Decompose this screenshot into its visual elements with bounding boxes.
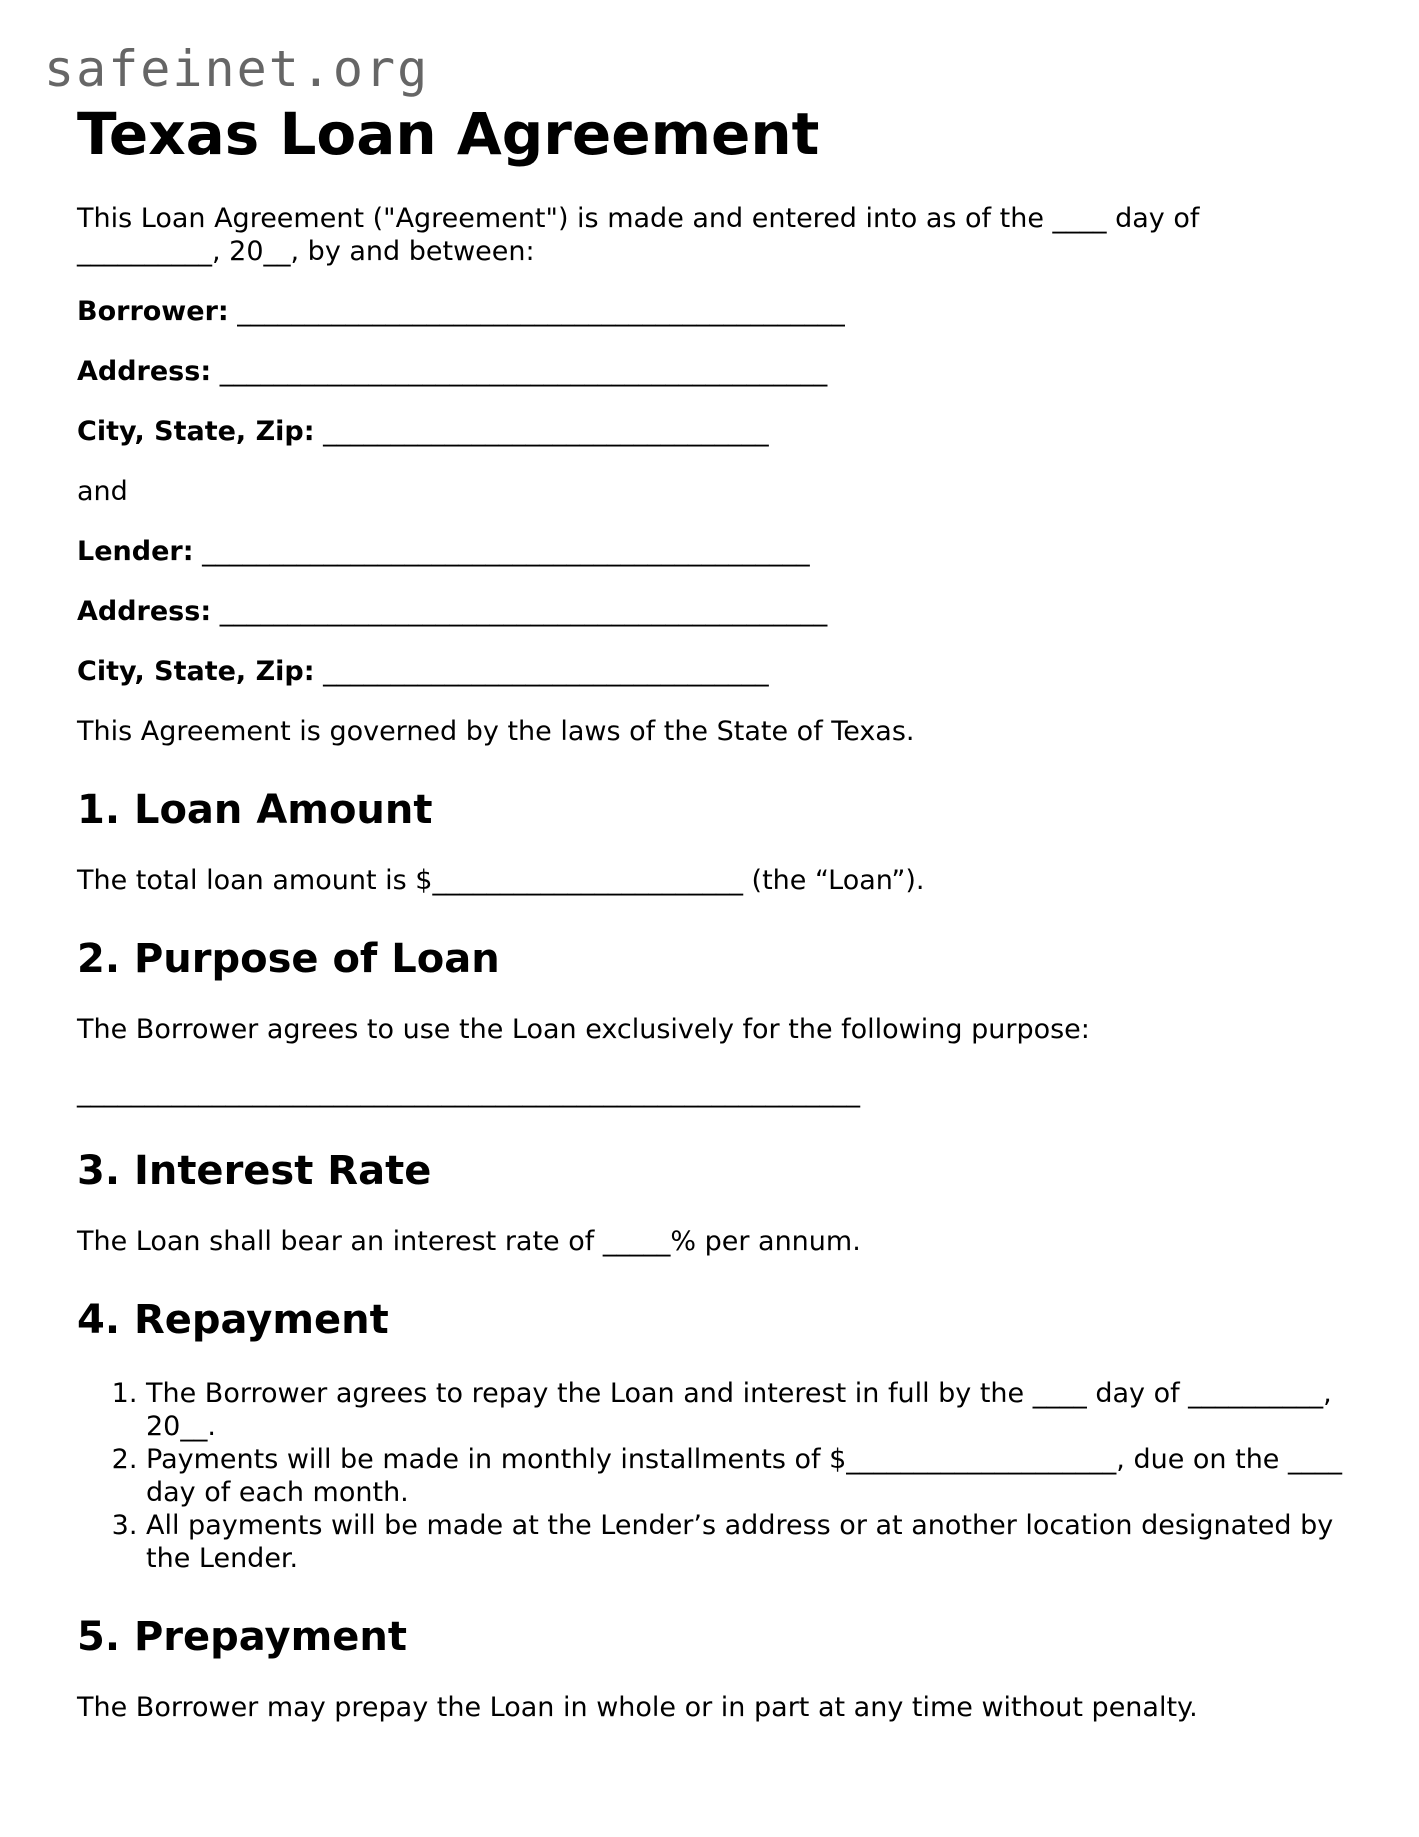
loan-amount-text: The total loan amount is $_______________________ (the “Loan”). — [77, 865, 925, 896]
lender-city-state-zip-label: City, State, Zip: — [77, 656, 315, 687]
lender-address-field — [77, 595, 1347, 628]
list-item: 1. The Borrower agrees to repay the Loan and interest in full by the ____ day of __________, 20__. — [146, 1377, 1347, 1443]
purpose-text: The Borrower agrees to use the Loan exclusively for the following purpose: — [77, 1014, 1090, 1045]
interest-rate-text: The Loan shall bear an interest rate of _____% per annum. — [77, 1226, 861, 1257]
lender-address-label: Address: — [77, 596, 212, 627]
page-title: Texas Loan Agreement — [77, 100, 820, 168]
lender-name-label: Lender: — [77, 536, 194, 567]
list-item: 2. Payments will be made in monthly installments of $____________________, due on the ____ day of each month. — [146, 1443, 1347, 1509]
section-heading-prepayment: 5. Prepayment — [77, 1614, 407, 1660]
section-heading-interest-rate: 3. Interest Rate — [77, 1148, 432, 1194]
purpose-blank[interactable]: __________________________________________________________ — [77, 1077, 860, 1108]
and-text: and — [77, 476, 128, 507]
repayment-list — [77, 1377, 1347, 1575]
intro-paragraph: This Loan Agreement ("Agreement") is made and entered into as of the ____ day of __________, 20__, by and between: — [77, 203, 1200, 267]
lender-address-blank[interactable]: _____________________________________________ — [219, 596, 828, 627]
borrower-name-label: Borrower: — [77, 296, 229, 327]
lender-city-state-zip-field — [77, 655, 1347, 688]
governing-law-text: This Agreement is governed by the laws of the State of Texas. — [77, 716, 915, 747]
borrower-address-label: Address: — [77, 356, 212, 387]
document-body — [77, 100, 1347, 1724]
watermark: safeinet.org — [44, 40, 430, 98]
borrower-city-state-zip-label: City, State, Zip: — [77, 416, 315, 447]
borrower-city-state-zip-field — [77, 415, 1347, 448]
borrower-address-field — [77, 355, 1347, 388]
lender-city-state-zip-blank[interactable]: _________________________________ — [323, 656, 769, 687]
borrower-name-blank[interactable]: _____________________________________________ — [237, 296, 845, 327]
section-heading-loan-amount: 1. Loan Amount — [77, 787, 433, 833]
lender-name-blank[interactable]: _____________________________________________ — [202, 536, 810, 567]
list-item: 3. All payments will be made at the Lender’s address or at another location designated by the Lender. — [146, 1509, 1347, 1575]
prepayment-text: The Borrower may prepay the Loan in whole or in part at any time without penalty. — [77, 1692, 1198, 1723]
borrower-name-field — [77, 295, 1347, 328]
lender-name-field — [77, 535, 1347, 568]
borrower-address-blank[interactable]: _____________________________________________ — [219, 356, 828, 387]
borrower-city-state-zip-blank[interactable]: _________________________________ — [323, 416, 769, 447]
section-heading-repayment: 4. Repayment — [77, 1297, 389, 1343]
section-heading-purpose: 2. Purpose of Loan — [77, 936, 500, 982]
